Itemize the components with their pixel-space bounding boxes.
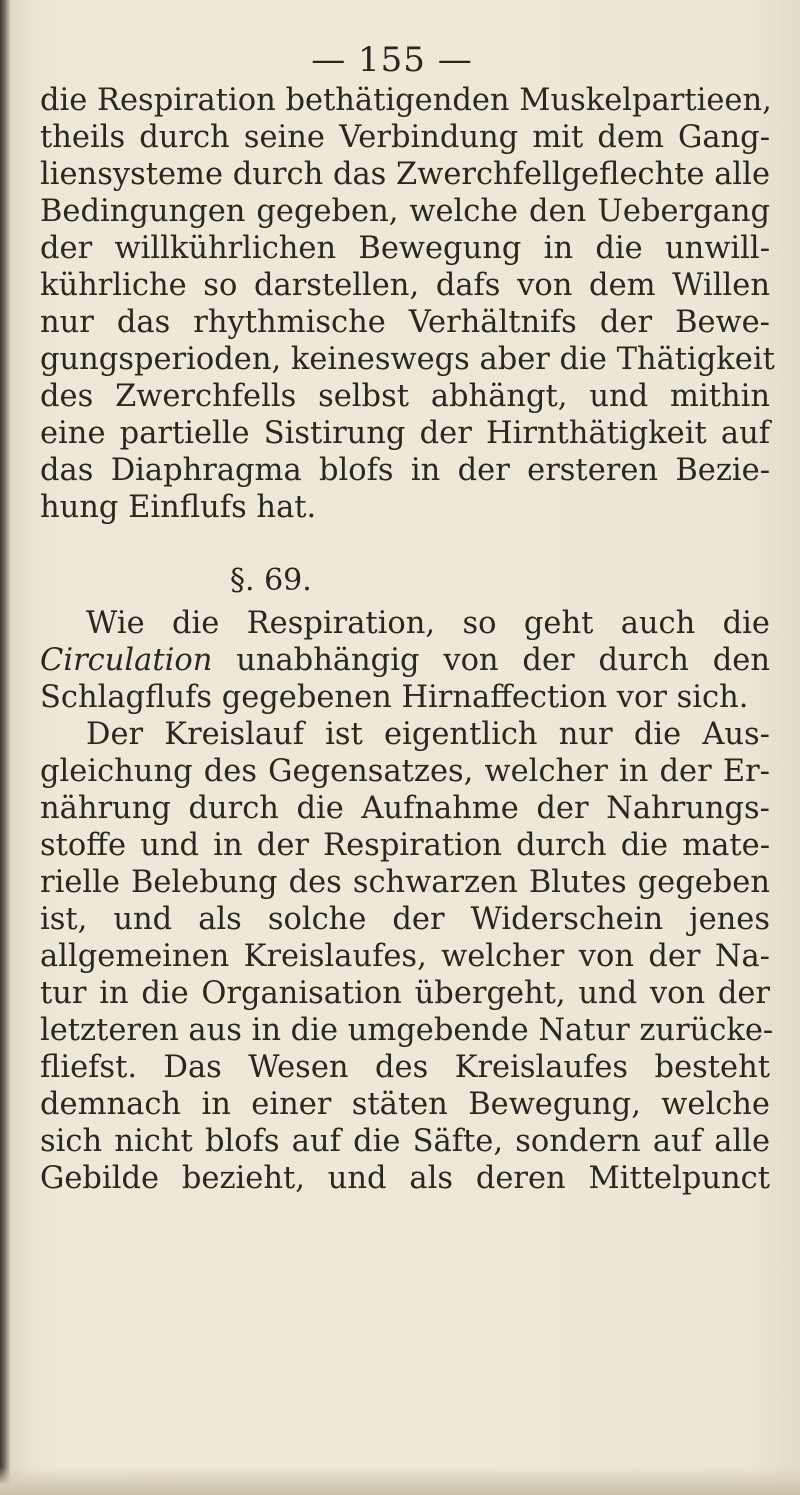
text-line: theils durch seine Verbindung mit dem Gang- <box>40 120 770 155</box>
italic-term: Circulation <box>40 643 213 678</box>
text-line: die Respiration bethätigenden Muskelpartieen, <box>40 83 772 118</box>
paragraph-1 <box>40 82 775 526</box>
page-bottom-edge <box>0 1467 800 1495</box>
text-line: Der Kreislauf ist eigentlich nur die Aus- <box>86 717 770 752</box>
binding-edge <box>0 0 10 1495</box>
text-line <box>40 642 770 679</box>
page-number: — 155 — <box>311 40 473 80</box>
text-line: gleichung des Gegensatzes, welcher in der Er- <box>40 754 770 789</box>
text-line: nur das rhythmische Verhältnifs der Bewe- <box>40 305 770 340</box>
text-line: stoffe und in der Respiration durch die mate- <box>40 828 770 863</box>
body-text <box>40 82 775 1197</box>
text-line: fliefst. Das Wesen des Kreislaufes besteht <box>40 1050 770 1085</box>
text-line: tur in die Organisation übergeht, und von der <box>40 976 770 1011</box>
text-line: liensysteme durch das Zwerchfellgeflechte alle <box>40 157 770 192</box>
text-line: gungsperioden, keineswegs aber die Thätigkeit <box>40 342 775 377</box>
paragraph-3 <box>40 716 774 1197</box>
text-line: des Zwerchfells selbst abhängt, und mithin <box>40 379 770 414</box>
text-line: demnach in einer stäten Bewegung, welche <box>40 1087 770 1122</box>
text-line: rielle Belebung des schwarzen Blutes gegeben <box>40 865 770 900</box>
page-header <box>0 40 800 80</box>
text-line: nährung durch die Aufnahme der Nahrungs- <box>40 791 770 826</box>
text-line: Wie die Respiration, so geht auch die <box>86 606 770 641</box>
text-line: kührliche so darstellen, dafs von dem Willen <box>40 268 770 303</box>
text-line: der willkührlichen Bewegung in die unwill- <box>40 231 770 266</box>
text-line-rest: unabhängig von der durch den <box>212 643 770 678</box>
text-line: letzteren aus in die umgebende Natur zurücke- <box>40 1013 774 1048</box>
text-line: das Diaphragma blofs in der ersteren Bezie- <box>40 453 770 488</box>
text-line: Schlagflufs gegebenen Hirnaffection vor sich. <box>40 680 749 715</box>
text-line: ist, und als solche der Widerschein jenes <box>40 902 770 937</box>
text-line: eine partielle Sistirung der Hirnthätigkeit auf <box>40 416 770 451</box>
text-line: hung Einflufs hat. <box>40 490 317 525</box>
paragraph-2 <box>40 605 770 716</box>
text-line: sich nicht blofs auf die Säfte, sondern auf alle <box>40 1124 770 1159</box>
text-line: allgemeinen Kreislaufes, welcher von der Na- <box>40 939 770 974</box>
text-line: Bedingungen gegeben, welche den Uebergang <box>40 194 770 229</box>
text-line: Gebilde bezieht, und als deren Mittelpunct <box>40 1161 770 1196</box>
section-heading: §. 69. <box>230 563 312 598</box>
